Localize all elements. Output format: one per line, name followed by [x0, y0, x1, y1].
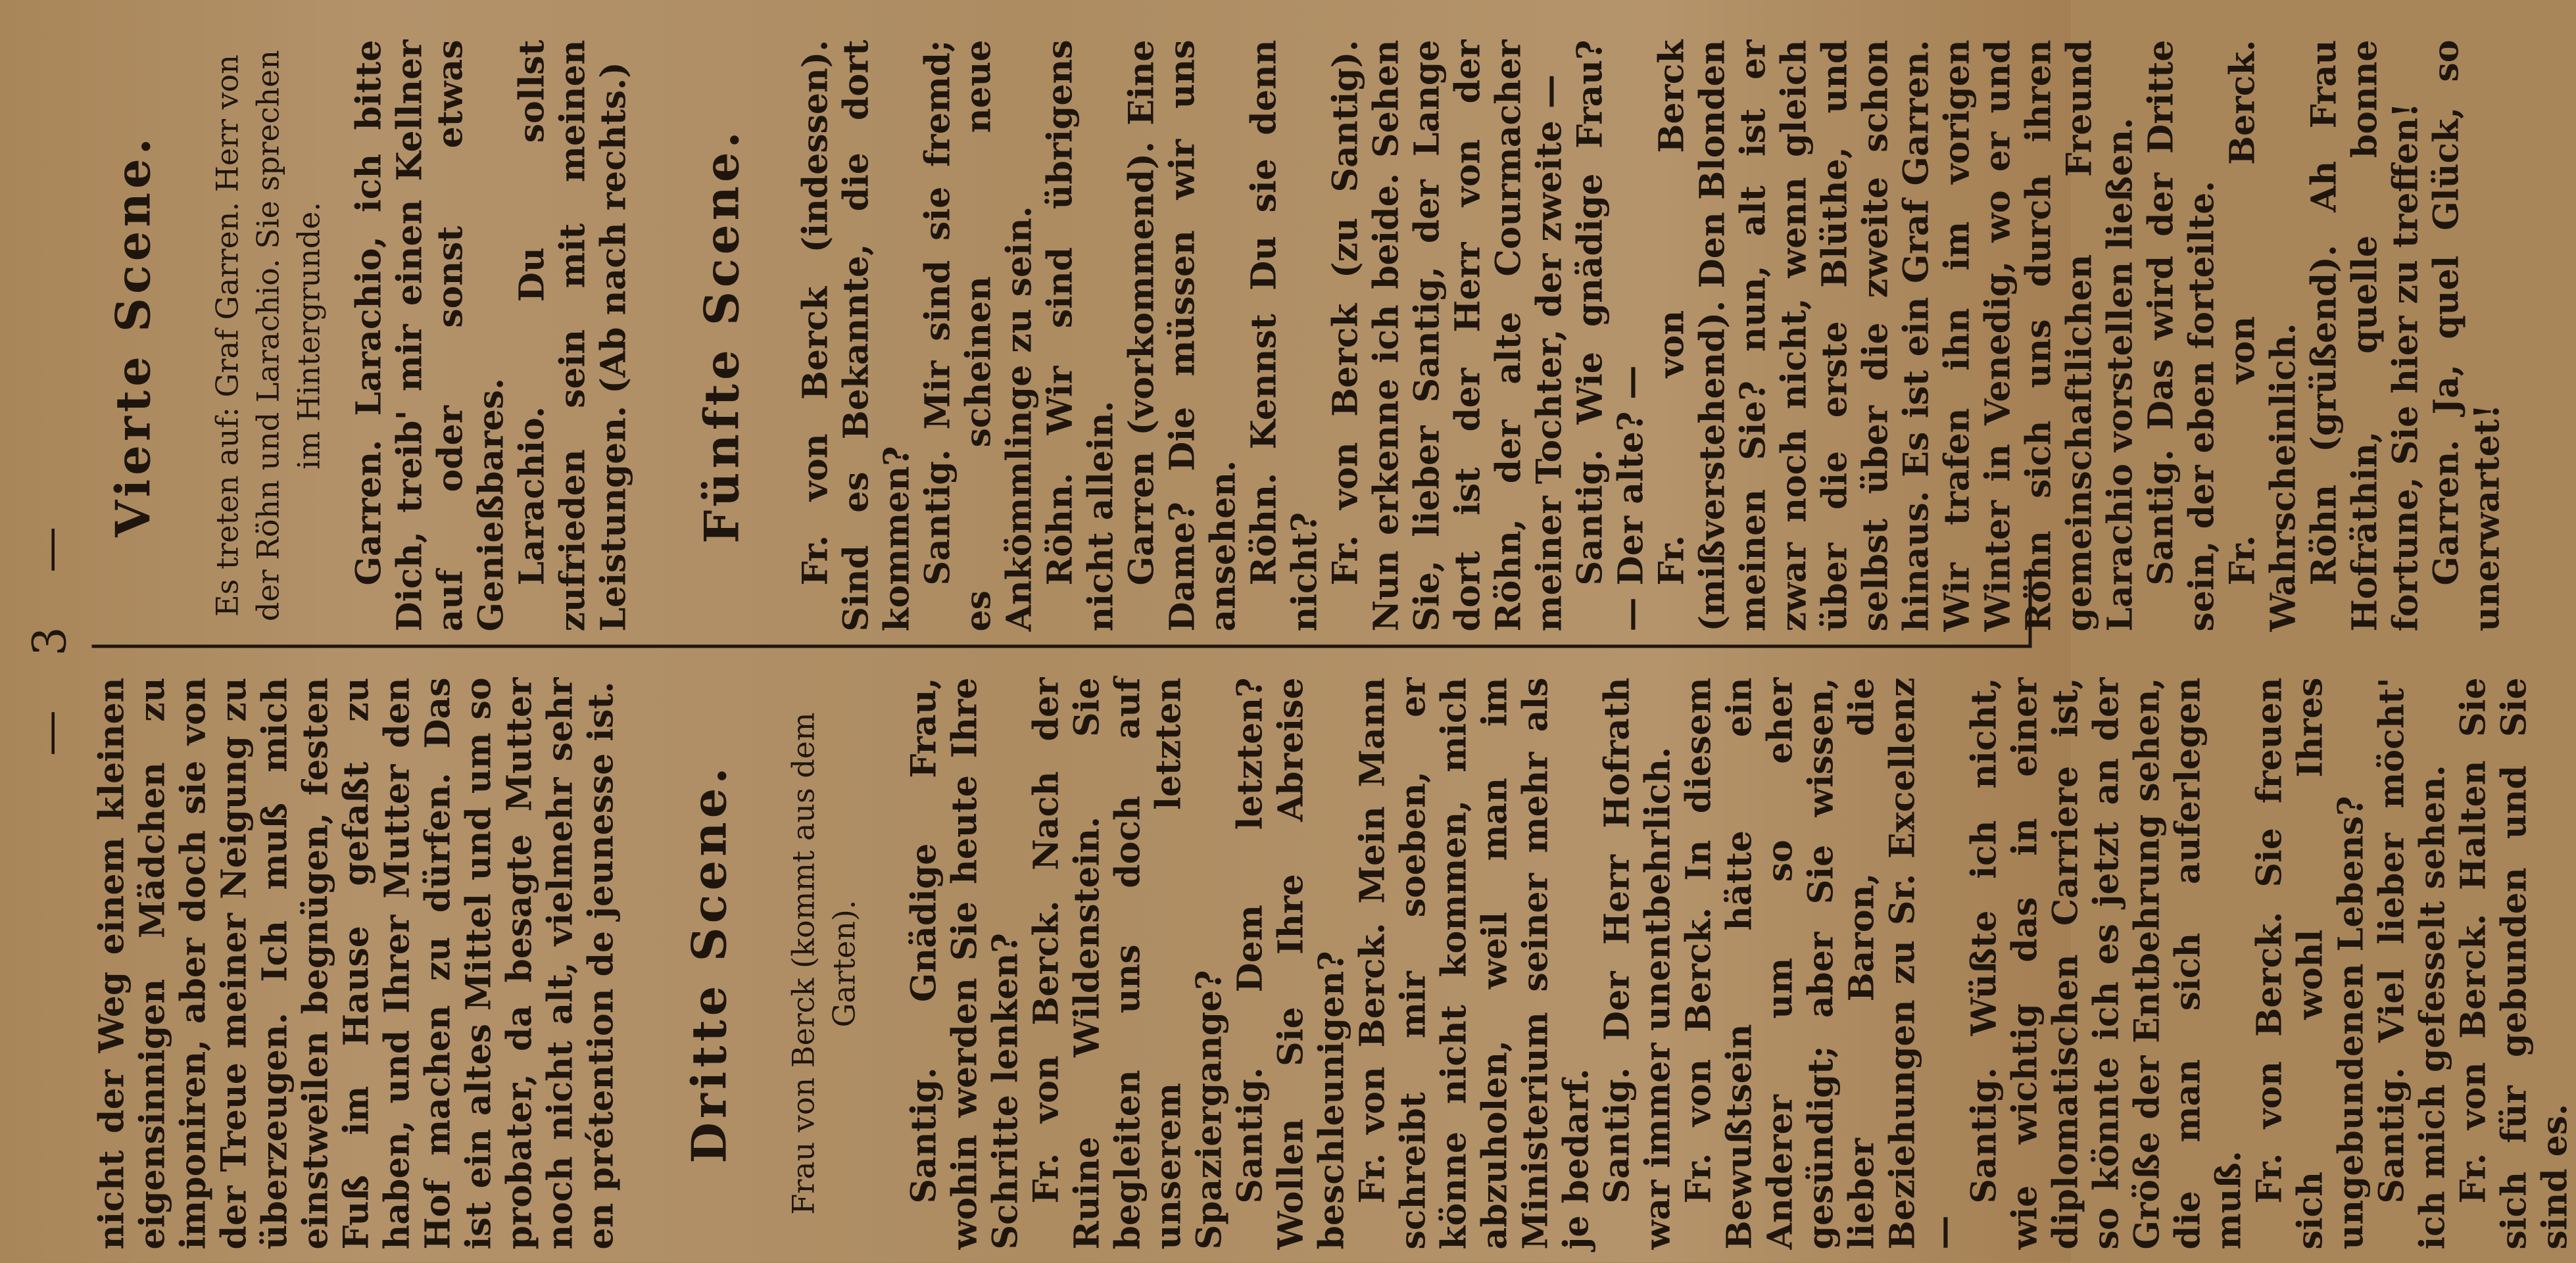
dialogue-line: Santig. Wie gnädige Frau? — Der alte? —	[1570, 39, 1651, 632]
dialogue-line: Santig. Mir sind sie fremd; es scheinen neue Ankömmlinge zu sein.	[917, 39, 1040, 632]
right-column	[92, 39, 2508, 632]
scene-title-dritte: Dritte Scene.	[681, 763, 737, 1164]
intro-paragraph: nicht der Weg einem kleinen eigensinnigen Mädchen zu imponiren, aber doch sie von der Treue meiner Neigung zu überzeugen. Ich muß mich einstweilen begnügen, festen Fuß im Hause gefaßt zu haben, und Ihrer Mutter den Hof machen zu dürfen. Das ist ein altes Mittel und um so probater, da besagte Mutter noch nicht alt, vielmehr sehr en prétention de jeunesse ist.	[91, 677, 621, 1250]
dialogue-line: Santig. Dem letzten? Wollen Sie Ihre Abreise beschleunigen?	[1230, 677, 1352, 1250]
dialogue-left	[904, 678, 2576, 1250]
left-column	[91, 677, 2575, 1250]
dialogue-line: Santig. Wüßte ich nicht, wie wichtig das in einer diplomatischen Carriere ist, so könnte ich es jetzt an der Größe der Entbehrung sehen, die man sich auferlegen muß.	[1964, 677, 2249, 1250]
dialogue-line: Santig. Der Herr Hofrath war immer unentbehrlich.	[1597, 677, 1678, 1250]
dialogue-line: Fr. von Berck (mißverstehend). Den Blonden meinen Sie? nun, alt ist er zwar noch nicht, wenn gleich über die erste Blüthe, und selbst über die zweite schon hinaus. Es ist ein Graf Garren. Wir trafen ihn im vorigen Winter in Venedig, wo er und Röhn sich uns durch ihren gemeinschaftlichen Freund Larachio vorstellen ließen.	[1651, 39, 2141, 632]
dialogue-line: Santig. Gnädige Frau, wohin werden Sie heute Ihre Schritte lenken?	[904, 677, 1026, 1250]
dialogue-scene5	[796, 40, 2508, 632]
dialogue-line: Fr. von Berck. Halten Sie sich für gebunden und Sie sind es.	[2453, 677, 2575, 1250]
dialogue-line: Larachio. Du sollst zufrieden sein mit meinen Leistungen. (Ab nach rechts.)	[512, 39, 634, 632]
dialogue-line: Santig. Viel lieber möcht' ich mich gefesselt sehen.	[2371, 677, 2453, 1250]
dialogue-scene4	[349, 40, 635, 632]
dialogue-line: Garren (vorkommend). Eine Dame? Die müssen wir uns ansehen.	[1121, 39, 1244, 632]
dialogue-line: Fr. von Berck (indessen). Sind es Bekannte, die dort kommen?	[795, 39, 917, 632]
column-divider	[92, 645, 2032, 648]
dialogue-line: Garren. Ja, quel Glück, so unerwartet!	[2426, 39, 2508, 632]
scene-title-vierte: Vierte Scene.	[105, 134, 161, 537]
scene-title-fuenfte: Fünfte Scene.	[693, 128, 750, 544]
dialogue-line: Fr. von Berck. Wahrscheinlich.	[2222, 39, 2304, 632]
dialogue-line: Fr. von Berck. Nach der Ruine Wildenstein. Sie begleiten uns doch auf unserem letzten Spaziergange?	[1026, 677, 1230, 1250]
dialogue-line: Fr. von Berck. Mein Mann schreibt mir soeben, er könne nicht kommen, mich abzuholen, weil man im Ministerium seiner mehr als je bedarf.	[1352, 677, 1597, 1250]
dialogue-line: Röhn (grüßend). Ah Frau Hofräthin, quelle bonne fortune, Sie hier zu treffen!	[2304, 39, 2426, 632]
dialogue-line: Santig. Das wird der Dritte sein, der eben forteilte.	[2141, 39, 2222, 632]
rotated-page-content	[0, 1, 2575, 1263]
dialogue-line: Röhn. Kennst Du sie denn nicht?	[1244, 39, 1325, 632]
dialogue-line: Röhn. Wir sind übrigens nicht allein.	[1040, 39, 1121, 632]
page-number: — 3 —	[22, 506, 77, 757]
dialogue-line: Fr. von Berck (zu Santig). Nun erkenne ich beide. Sehen Sie, lieber Santig, der Lange dort ist der Herr von der Röhn, der alte Courmacher meiner Tochter, der zweite —	[1325, 39, 1570, 632]
dialogue-line: Fr. von Berck. Sie freuen sich wohl Ihres ungebundenen Lebens?	[2249, 677, 2371, 1250]
stage-direction: Es treten auf: Graf Garren. Herr von der Röhn und Larachio. Sie sprechen im Hintergrunde.	[209, 50, 327, 621]
dialogue-line: Fr. von Berck. In diesem Bewußtsein hätte ein Anderer um so eher gesündigt; aber Sie wissen, lieber Baron, die Beziehungen zu Sr. Excellenz —	[1678, 677, 1964, 1250]
stage-direction: Frau von Berck (kommt aus dem Garten).	[785, 712, 862, 1215]
dialogue-line: Garren. Larachio, ich bitte Dich, treib' mir einen Kellner auf oder sonst etwas Genießbares.	[349, 39, 512, 632]
